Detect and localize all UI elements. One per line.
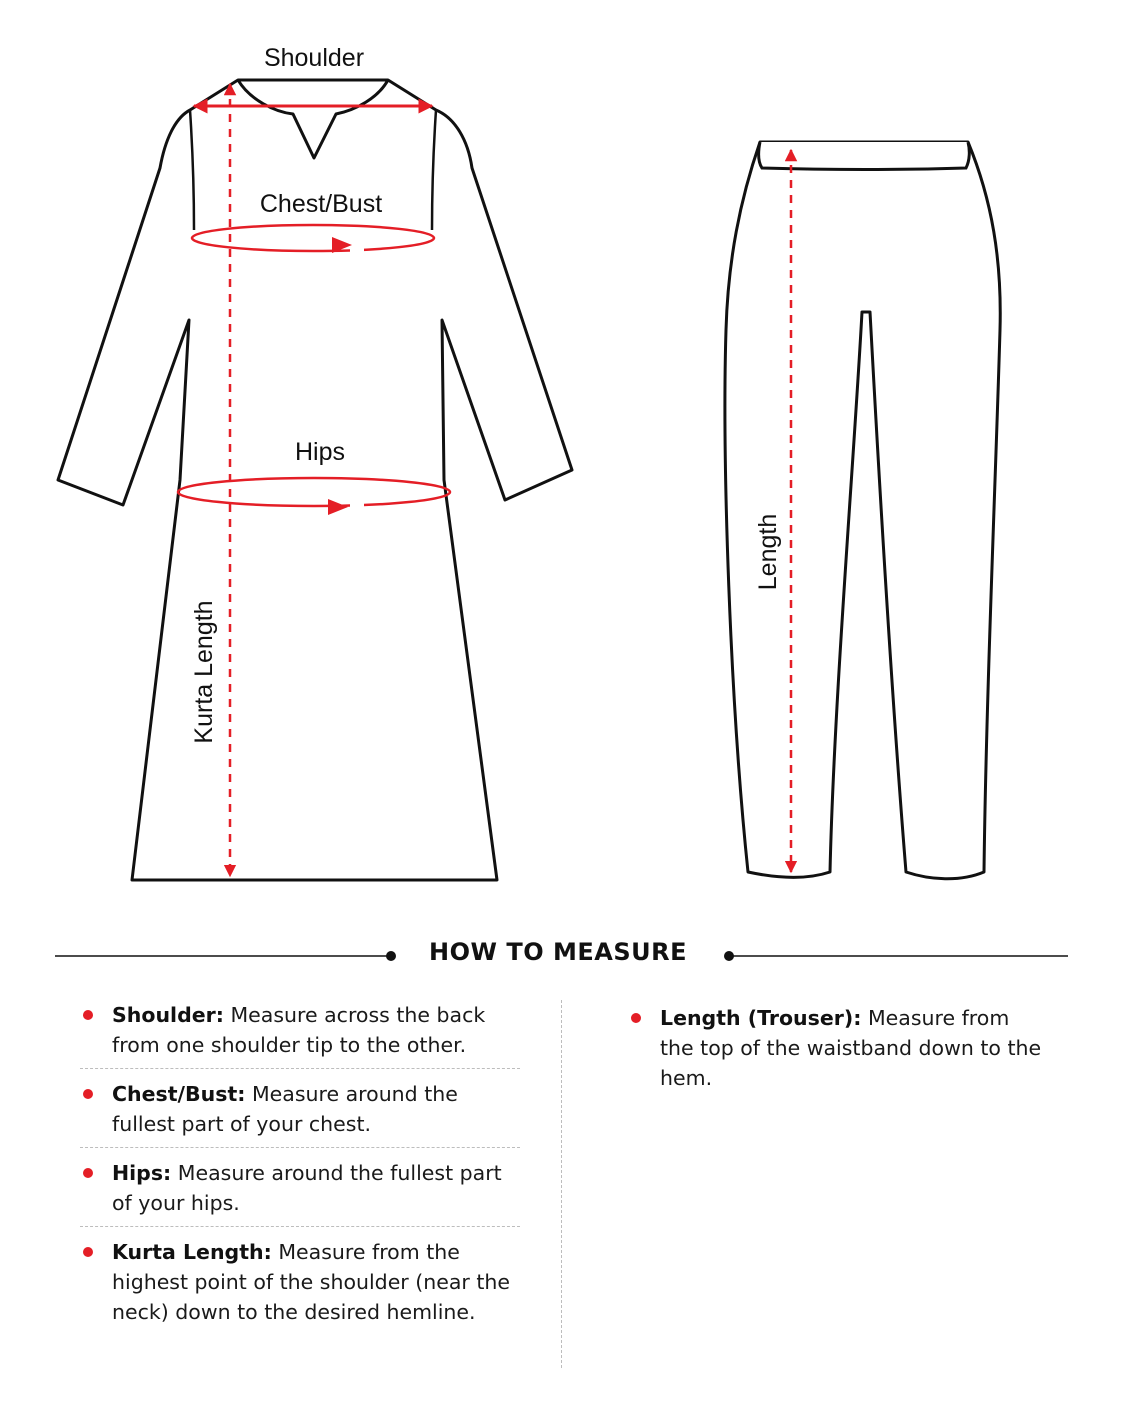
trouser-illustration	[725, 142, 1000, 879]
column-divider	[561, 1000, 562, 1368]
section-title: HOW TO MEASURE	[429, 938, 687, 966]
kurta-length-label: Kurta Length	[190, 600, 218, 744]
instruction-term: Kurta Length:	[112, 1240, 272, 1264]
chest-label: Chest/Bust	[259, 190, 383, 218]
instruction-chest	[80, 1079, 520, 1148]
hips-ellipse-gap	[350, 496, 364, 510]
bullet-icon	[83, 1247, 93, 1257]
shoulder-label: Shoulder	[263, 44, 365, 72]
trouser-length-label: Length	[754, 513, 782, 591]
instruction-shoulder	[80, 1000, 520, 1069]
instruction-term: Shoulder:	[112, 1003, 224, 1027]
bullet-icon	[83, 1089, 93, 1099]
bullet-icon	[631, 1013, 641, 1023]
bullet-icon	[83, 1010, 93, 1020]
instruction-kurta-length	[80, 1237, 520, 1335]
chest-ellipse-gap	[350, 240, 364, 254]
trouser-outline	[725, 142, 1000, 879]
instruction-term: Hips:	[112, 1161, 172, 1185]
instruction-text: Measure from the highest point of the shoulder (near the neck) down to the desired hemline.	[112, 1240, 510, 1324]
instruction-trouser-length	[628, 1003, 1048, 1101]
section-rule-dot-right	[724, 951, 734, 961]
instruction-term: Length (Trouser):	[660, 1006, 862, 1030]
instruction-text: Measure from the top of the waistband down to the hem.	[660, 1006, 1042, 1090]
section-rule-dot-left	[386, 951, 396, 961]
hips-label: Hips	[294, 438, 346, 466]
instruction-text: Measure around the fullest part of your hips.	[112, 1161, 502, 1215]
instruction-hips	[80, 1158, 520, 1227]
bullet-icon	[83, 1168, 93, 1178]
instructions-left	[80, 1000, 520, 1345]
instruction-text: Measure across the back from one shoulder tip to the other.	[112, 1003, 486, 1057]
instructions-right	[628, 1003, 1048, 1111]
instruction-text: Measure around the fullest part of your chest.	[112, 1082, 458, 1136]
instruction-term: Chest/Bust:	[112, 1082, 246, 1106]
